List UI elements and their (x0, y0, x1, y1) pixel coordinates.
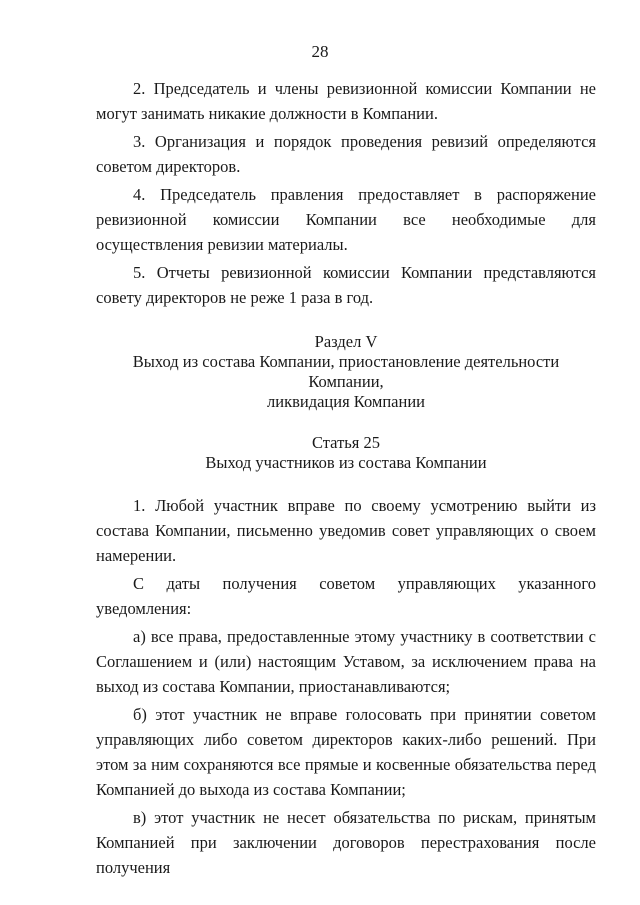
document-body (96, 76, 596, 883)
paragraph-1-withdrawal: 1. Любой участник вправе по своему усмотрению выйти из состава Компании, письменно уведомив совет управляющих о своем намерении. (96, 496, 596, 565)
section-title-line-2: ликвидация Компании (267, 392, 425, 411)
paragraph-3-audit-procedure: 3. Организация и порядок проведения ревизий определяются советом директоров. (96, 132, 596, 176)
article-title: Выход участников из состава Компании (205, 453, 487, 472)
paragraph-from-notice-date: С даты получения советом управляющих указанного уведомления: (96, 574, 596, 618)
section-title-line-1: Выход из состава Компании, приостановление деятельности Компании, (132, 352, 560, 391)
article-number: Статья 25 (311, 433, 381, 452)
paragraph-c-no-obligations: в) этот участник не несет обязательства по рискам, принятым Компанией при заключении договоров перестрахования после получения (96, 808, 596, 877)
article-heading (96, 433, 596, 473)
page-number: 28 (311, 42, 329, 61)
paragraph-2-auditors-positions: 2. Председатель и члены ревизионной комиссии Компании не могут занимать никакие должности в Компании. (96, 79, 596, 123)
paragraph-4-materials: 4. Председатель правления предоставляет в распоряжение ревизионной комиссии Компании все необходимые для осуществления ревизии материалы. (96, 185, 596, 254)
paragraph-5-reports: 5. Отчеты ревизионной комиссии Компании представляются совету директоров не реже 1 раза в год. (96, 263, 596, 307)
section-heading (96, 332, 596, 412)
paragraph-b-no-voting: б) этот участник не вправе голосовать при принятии советом управляющих либо советом директоров каких-либо решений. При этом за ним сохраняются все прямые и косвенные обязательства перед Компанией до выхода из состава Компании; (96, 705, 596, 799)
section-number: Раздел V (314, 332, 378, 351)
paragraph-a-rights-suspended: а) все права, предоставленные этому участнику в соответствии с Соглашением и (или) настоящим Уставом, за исключением права на выход из состава Компании, приостанавливаются; (96, 627, 596, 696)
